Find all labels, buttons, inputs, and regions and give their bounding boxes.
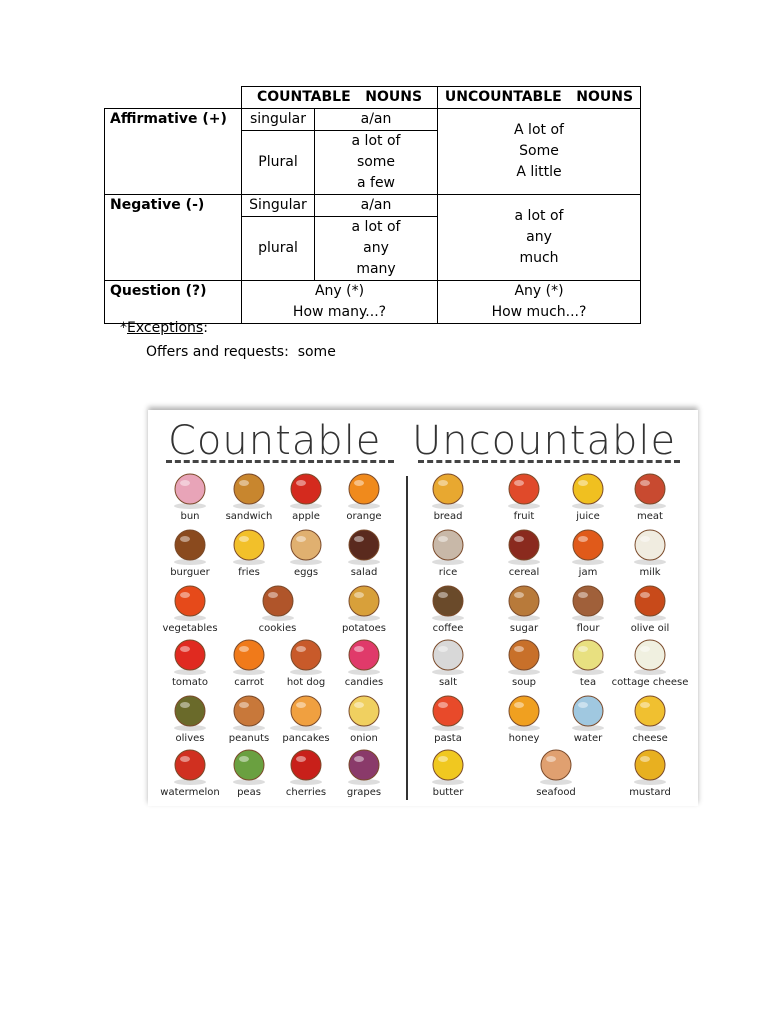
exceptions-label: Exceptions bbox=[127, 320, 204, 336]
affirmative-singular-label: singular bbox=[242, 109, 315, 131]
poster-title-countable: Countable bbox=[168, 418, 382, 464]
food-label: olives bbox=[175, 733, 205, 744]
grapes-icon bbox=[343, 744, 385, 786]
uncountable-item-mustard bbox=[610, 744, 690, 798]
food-label: pancakes bbox=[282, 733, 330, 744]
food-label: vegetables bbox=[162, 623, 218, 634]
table-corner bbox=[105, 87, 242, 109]
uncountable-item-coffee bbox=[408, 580, 488, 634]
coffee-icon bbox=[427, 580, 469, 622]
food-label: pasta bbox=[434, 733, 462, 744]
countable-item-orange bbox=[324, 468, 404, 522]
food-label: water bbox=[573, 733, 603, 744]
olive-oil-icon bbox=[629, 580, 671, 622]
food-label: candies bbox=[344, 677, 384, 688]
poster-title-uncountable: Uncountable bbox=[412, 418, 677, 464]
fries-icon bbox=[228, 524, 270, 566]
negative-plural-label: plural bbox=[242, 217, 315, 281]
cell-line: some bbox=[356, 154, 396, 170]
cheese-icon bbox=[629, 690, 671, 732]
uncountable-item-salt bbox=[408, 634, 488, 688]
row-label-negative: Negative (-) bbox=[105, 195, 242, 281]
food-label: watermelon bbox=[160, 787, 220, 798]
affirmative-plural-values bbox=[315, 131, 438, 195]
uncountable-item-seafood bbox=[516, 744, 596, 798]
cell-line: A lot of bbox=[514, 122, 564, 138]
food-label: eggs bbox=[293, 567, 319, 578]
honey-icon bbox=[503, 690, 545, 732]
food-label: salad bbox=[350, 567, 378, 578]
food-label: mustard bbox=[629, 787, 671, 798]
food-label: peas bbox=[237, 787, 261, 798]
onion-icon bbox=[343, 690, 385, 732]
countable-item-potatoes bbox=[324, 580, 404, 634]
cell-line: Any (*) bbox=[314, 283, 365, 299]
hot-dog-icon bbox=[285, 634, 327, 676]
rice-icon bbox=[427, 524, 469, 566]
milk-icon bbox=[629, 524, 671, 566]
cell-line: Some bbox=[519, 143, 559, 159]
olives-icon bbox=[169, 690, 211, 732]
food-label: tomato bbox=[172, 677, 208, 688]
cell-line: any bbox=[363, 240, 389, 256]
eggs-icon bbox=[285, 524, 327, 566]
juice-icon bbox=[567, 468, 609, 510]
candies-icon bbox=[343, 634, 385, 676]
cherries-icon bbox=[285, 744, 327, 786]
uncountable-item-cheese bbox=[610, 690, 690, 744]
vegetables-icon bbox=[169, 580, 211, 622]
jam-icon bbox=[567, 524, 609, 566]
mustard-icon bbox=[629, 744, 671, 786]
header-uncountable-nouns: UNCOUNTABLE NOUNS bbox=[438, 87, 641, 109]
exceptions-colon: : bbox=[203, 320, 208, 336]
pancakes-icon bbox=[285, 690, 327, 732]
sugar-icon bbox=[503, 580, 545, 622]
food-label: fries bbox=[238, 567, 260, 578]
grammar-table bbox=[104, 86, 641, 324]
cell-line: a few bbox=[356, 175, 396, 191]
food-label: apple bbox=[292, 511, 320, 522]
food-label: meat bbox=[637, 511, 663, 522]
cell-line: a lot of bbox=[351, 133, 401, 149]
cookies-icon bbox=[257, 580, 299, 622]
food-label: rice bbox=[438, 567, 458, 578]
food-label: bun bbox=[180, 511, 200, 522]
cell-line: a lot of bbox=[514, 208, 564, 224]
uncountable-item-bread bbox=[408, 468, 488, 522]
food-label: cheese bbox=[632, 733, 668, 744]
fruit-icon bbox=[503, 468, 545, 510]
uncountable-item-pasta bbox=[408, 690, 488, 744]
food-label: jam bbox=[578, 567, 598, 578]
row-label-affirmative: Affirmative (+) bbox=[105, 109, 242, 195]
food-label: cottage cheese bbox=[611, 677, 689, 688]
bun-icon bbox=[169, 468, 211, 510]
food-label: peanuts bbox=[228, 733, 270, 744]
offers-and-requests-note: Offers and requests: some bbox=[146, 344, 336, 360]
bread-icon bbox=[427, 468, 469, 510]
potatoes-icon bbox=[343, 580, 385, 622]
food-label: carrot bbox=[234, 677, 264, 688]
soup-icon bbox=[503, 634, 545, 676]
butter-icon bbox=[427, 744, 469, 786]
countable-item-grapes bbox=[324, 744, 404, 798]
food-label: juice bbox=[576, 511, 600, 522]
cereal-icon bbox=[503, 524, 545, 566]
exceptions-star: * bbox=[120, 320, 127, 336]
salad-icon bbox=[343, 524, 385, 566]
pasta-icon bbox=[427, 690, 469, 732]
cell-line: A little bbox=[516, 164, 562, 180]
countable-item-onion bbox=[324, 690, 404, 744]
food-label: bread bbox=[433, 511, 463, 522]
tomato-icon bbox=[169, 634, 211, 676]
carrot-icon bbox=[228, 634, 270, 676]
question-countable-cell bbox=[242, 281, 438, 324]
cell-line: How many...? bbox=[292, 304, 387, 320]
water-icon bbox=[567, 690, 609, 732]
food-label: onion bbox=[350, 733, 378, 744]
food-label: fruit bbox=[513, 511, 535, 522]
food-label: tea bbox=[579, 677, 597, 688]
question-uncountable-cell bbox=[438, 281, 641, 324]
food-label: milk bbox=[639, 567, 661, 578]
food-label: salt bbox=[438, 677, 458, 688]
header-countable-nouns: COUNTABLE NOUNS bbox=[242, 87, 438, 109]
food-label: orange bbox=[346, 511, 382, 522]
food-label: burguer bbox=[170, 567, 210, 578]
apple-icon bbox=[285, 468, 327, 510]
orange-icon bbox=[343, 468, 385, 510]
countable-item-cookies bbox=[238, 580, 318, 634]
countable-item-vegetables bbox=[150, 580, 230, 634]
food-label: coffee bbox=[432, 623, 464, 634]
uncountable-item-olive-oil bbox=[610, 580, 690, 634]
food-label: cookies bbox=[258, 623, 297, 634]
negative-singular-label: Singular bbox=[242, 195, 315, 217]
cell-line: any bbox=[526, 229, 552, 245]
food-label: sandwich bbox=[225, 511, 273, 522]
food-label: flour bbox=[576, 623, 600, 634]
food-label: cherries bbox=[285, 787, 327, 798]
uncountable-item-meat bbox=[610, 468, 690, 522]
negative-plural-values bbox=[315, 217, 438, 281]
flour-icon bbox=[567, 580, 609, 622]
food-poster bbox=[148, 410, 698, 806]
salt-icon bbox=[427, 634, 469, 676]
watermelon-icon bbox=[169, 744, 211, 786]
affirmative-uncountable-cell bbox=[438, 109, 641, 195]
uncountable-item-milk bbox=[610, 524, 690, 578]
countable-item-candies bbox=[324, 634, 404, 688]
uncountable-dashed-rule bbox=[418, 460, 680, 463]
countable-item-salad bbox=[324, 524, 404, 578]
cell-line: Any (*) bbox=[514, 283, 564, 299]
countable-dashed-rule bbox=[166, 460, 394, 463]
food-label: grapes bbox=[346, 787, 382, 798]
cell-line: a lot of bbox=[351, 219, 401, 235]
row-label-question: Question (?) bbox=[105, 281, 242, 324]
tea-icon bbox=[567, 634, 609, 676]
seafood-icon bbox=[535, 744, 577, 786]
cell-line: How much...? bbox=[491, 304, 587, 320]
food-label: cereal bbox=[508, 567, 540, 578]
peanuts-icon bbox=[228, 690, 270, 732]
affirmative-singular-value: a/an bbox=[315, 109, 438, 131]
food-label: soup bbox=[511, 677, 536, 688]
cell-line: much bbox=[519, 250, 559, 266]
food-label: sugar bbox=[509, 623, 539, 634]
food-label: olive oil bbox=[630, 623, 670, 634]
meat-icon bbox=[629, 468, 671, 510]
food-label: honey bbox=[508, 733, 540, 744]
affirmative-plural-label: Plural bbox=[242, 131, 315, 195]
exceptions-note bbox=[120, 320, 208, 336]
uncountable-item-cottage-cheese bbox=[610, 634, 690, 688]
food-label: seafood bbox=[536, 787, 576, 798]
food-label: hot dog bbox=[286, 677, 326, 688]
negative-singular-value: a/an bbox=[315, 195, 438, 217]
uncountable-item-butter bbox=[408, 744, 488, 798]
burguer-icon bbox=[169, 524, 211, 566]
peas-icon bbox=[228, 744, 270, 786]
cell-line: many bbox=[356, 261, 396, 277]
uncountable-item-rice bbox=[408, 524, 488, 578]
sandwich-icon bbox=[228, 468, 270, 510]
negative-uncountable-cell bbox=[438, 195, 641, 281]
food-label: potatoes bbox=[342, 623, 386, 634]
food-label: butter bbox=[432, 787, 464, 798]
cottage-cheese-icon bbox=[629, 634, 671, 676]
